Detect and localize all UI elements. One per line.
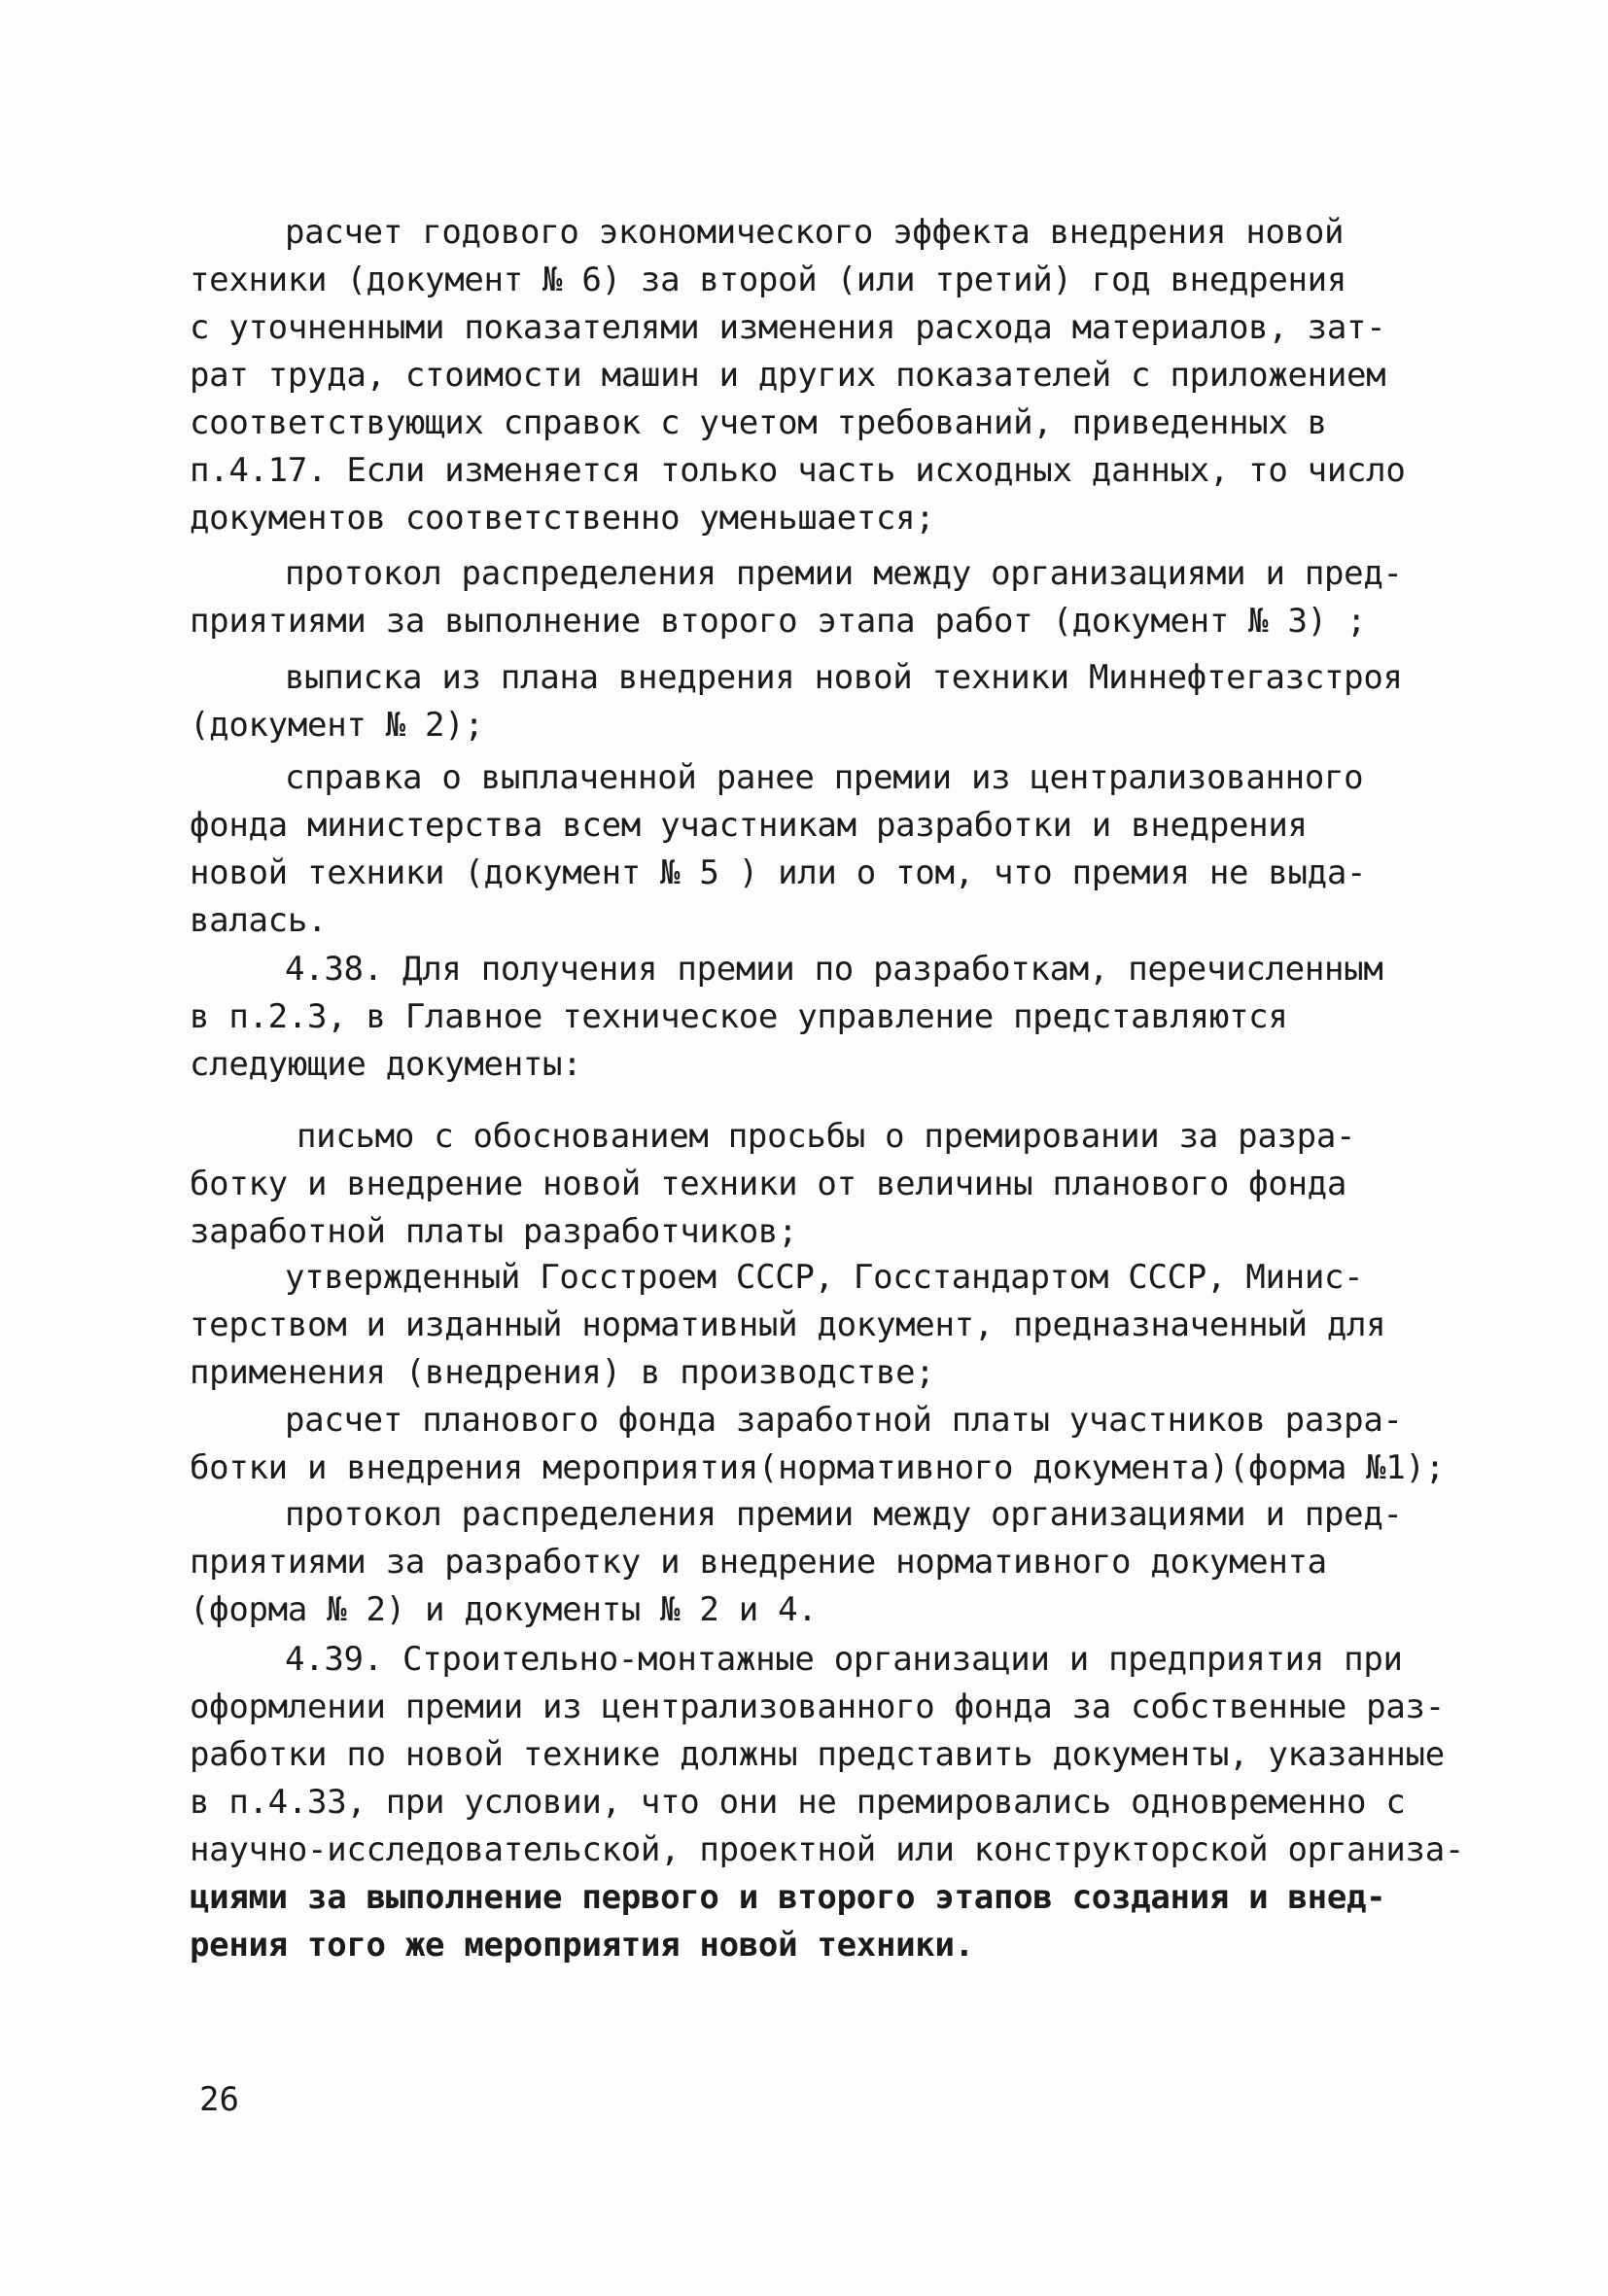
text-line: рения того же мероприятия новой техники.: [190, 1926, 974, 1965]
text-line: (форма № 2) и документы № 2 и 4.: [190, 1590, 818, 1629]
text-line: документов соответственно уменьшается;: [190, 499, 935, 538]
text-line: валась.: [190, 901, 328, 940]
text-line: п.4.17. Если изменяется только часть исходных данных, то число: [190, 451, 1406, 490]
paragraph-justification-letter: [190, 1113, 1473, 1256]
paragraph-wage-fund-calculation: [190, 1397, 1473, 1492]
text-line: (документ № 2);: [190, 706, 484, 745]
text-line: рат труда, стоимости машин и других показателей с приложением: [190, 356, 1386, 395]
text-line: фонда министерства всем участникам разработки и внедрения: [190, 806, 1308, 845]
text-line: следующие документы:: [190, 1045, 582, 1084]
text-line: терством и изданный нормативный документ, предназначенный для: [190, 1305, 1386, 1344]
text-line: техники (документ № 6) за второй (или третий) год внедрения: [190, 261, 1347, 299]
text-line: соответствующих справок с учетом требований, приведенных в: [190, 403, 1327, 442]
text-line: утвержденный Госстроем СССР, Госстандартом СССР, Минис-: [285, 1258, 1364, 1297]
page-number: 26: [199, 2080, 239, 2119]
text-line: ботки и внедрения мероприятия(нормативного документа)(форма №1);: [190, 1448, 1445, 1487]
text-line: 4.39. Строительно-монтажные организации и предприятия при: [285, 1640, 1403, 1679]
text-line: научно-исследовательской, проектной или конструкторской организа-: [190, 1830, 1465, 1869]
paragraph-protocol-stage-two: [190, 550, 1473, 645]
text-line: в п.4.33, при условии, что они не премировались одновременно с: [190, 1783, 1406, 1822]
paragraph-paid-premium-certificate: [190, 754, 1473, 945]
paragraph-section-4-38: [190, 946, 1473, 1089]
text-line: заработной платы разработчиков;: [190, 1212, 798, 1251]
text-line: справка о выплаченной ранее премии из централизованного: [285, 758, 1364, 797]
text-line: расчет планового фонда заработной платы участников разра-: [285, 1401, 1403, 1440]
text-line: расчет годового экономического эффекта внедрения новой: [285, 213, 1345, 252]
text-line: циями за выполнение первого и второго этапов создания и внед-: [190, 1878, 1386, 1917]
paragraph-approved-normative-document: [190, 1254, 1473, 1397]
paragraph-economic-effect: [190, 209, 1473, 542]
text-line: ботку и внедрение новой техники от величины планового фонда: [190, 1165, 1347, 1203]
paragraph-protocol-normative: [190, 1491, 1473, 1634]
text-line: оформлении премии из централизованного фонда за собственные раз-: [190, 1687, 1445, 1726]
text-line: 4.38. Для получения премии по разработкам, перечисленным: [285, 950, 1383, 989]
paragraph-plan-extract: [190, 654, 1473, 749]
text-line: письмо с обоснованием просьбы о премировании за разра-: [297, 1117, 1356, 1156]
text-line: в п.2.3, в Главное техническое управление представляются: [190, 997, 1288, 1036]
text-line: протокол распределения премии между организациями и пред-: [285, 554, 1403, 593]
text-line: протокол распределения премии между организациями и пред-: [285, 1495, 1403, 1534]
text-line: применения (внедрения) в производстве;: [190, 1353, 935, 1392]
paragraph-section-4-39: [190, 1636, 1473, 1969]
text-line: новой техники (документ № 5 ) или о том, что премия не выда-: [190, 853, 1367, 892]
text-line: работки по новой технике должны представить документы, указанные: [190, 1735, 1445, 1774]
text-line: приятиями за разработку и внедрение нормативного документа: [190, 1543, 1327, 1582]
text-line: приятиями за выполнение второго этапа работ (документ № 3) ;: [190, 602, 1367, 641]
text-line: с уточненными показателями изменения расхода материалов, зат-: [190, 308, 1386, 347]
text-line: выписка из плана внедрения новой техники Миннефтегазстроя: [285, 658, 1403, 697]
